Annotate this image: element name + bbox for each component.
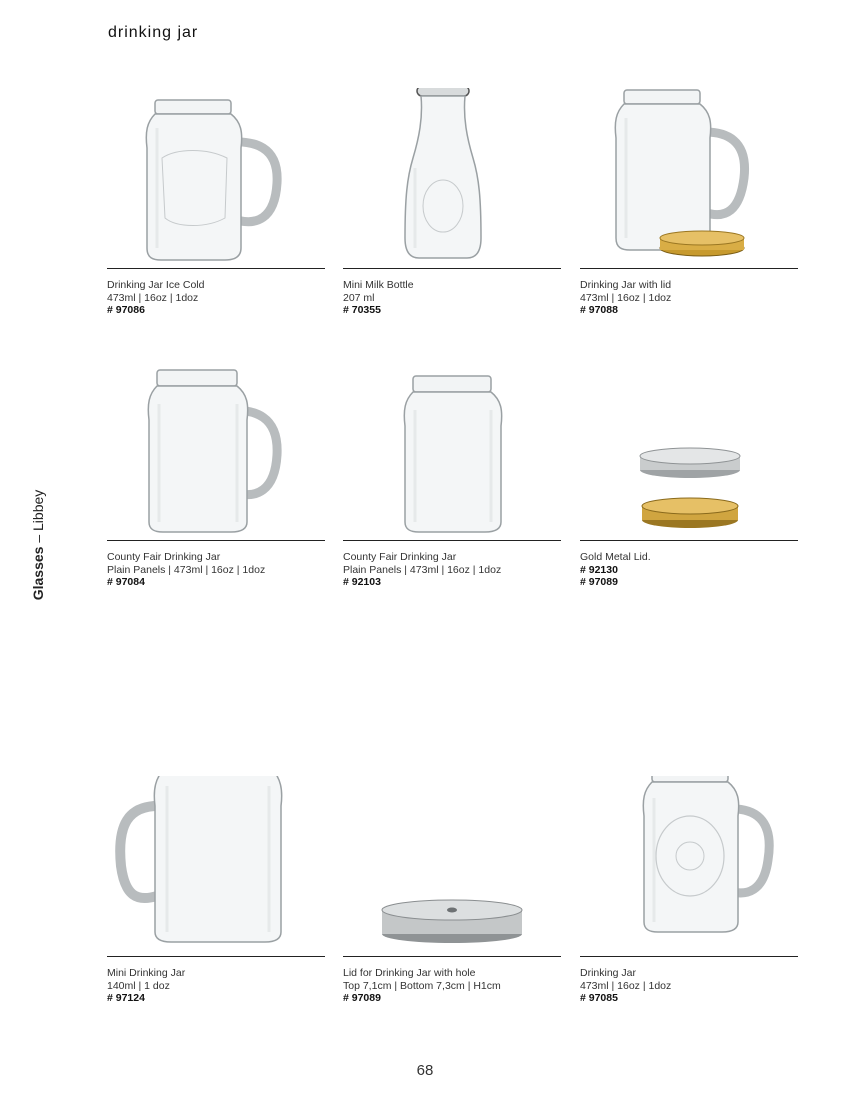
product-card[interactable] bbox=[107, 88, 325, 317]
product-name: Lid for Drinking Jar with hole bbox=[343, 967, 476, 979]
lid-with-hole-icon bbox=[343, 776, 561, 956]
mini-mason-mug-icon bbox=[107, 776, 325, 956]
page-title: drinking jar bbox=[108, 24, 199, 41]
product-card[interactable] bbox=[343, 88, 561, 317]
product-name: County Fair Drinking Jar bbox=[107, 551, 221, 563]
product-divider bbox=[107, 268, 325, 269]
product-card[interactable] bbox=[107, 360, 325, 589]
product-card[interactable] bbox=[343, 360, 561, 589]
product-spec: Top 7,1cm | Bottom 7,3cm | H1cm bbox=[343, 979, 501, 992]
product-divider bbox=[107, 956, 325, 957]
product-spec: 473ml | 16oz | 1doz bbox=[580, 291, 672, 304]
product-code: # 97088 bbox=[580, 304, 618, 316]
side-label bbox=[30, 490, 46, 601]
product-card[interactable] bbox=[343, 776, 561, 1005]
product-card[interactable] bbox=[580, 360, 798, 589]
side-label-bold: Glasses bbox=[30, 546, 46, 601]
product-details bbox=[343, 967, 561, 1005]
mason-mug-embossed-icon bbox=[107, 88, 325, 268]
product-divider bbox=[343, 540, 561, 541]
product-name: Drinking Jar Ice Cold bbox=[107, 279, 205, 291]
product-details bbox=[107, 967, 325, 1005]
product-details bbox=[580, 279, 798, 317]
county-fair-mug-icon bbox=[580, 776, 798, 956]
product-code: # 92103 bbox=[343, 576, 381, 588]
product-divider bbox=[343, 956, 561, 957]
milk-bottle-icon bbox=[343, 88, 561, 268]
product-name: Mini Milk Bottle bbox=[343, 279, 414, 291]
product-details bbox=[580, 551, 798, 589]
product-code: # 97089 bbox=[343, 992, 381, 1004]
product-code: # 97086 bbox=[107, 304, 145, 316]
product-divider bbox=[580, 540, 798, 541]
product-card[interactable] bbox=[580, 88, 798, 317]
product-code: # 92130 bbox=[580, 563, 618, 576]
product-details bbox=[343, 279, 561, 317]
product-code: # 97124 bbox=[107, 992, 145, 1004]
product-name: Gold Metal Lid. bbox=[580, 551, 651, 563]
product-spec: 140ml | 1 doz bbox=[107, 979, 170, 992]
side-label-brand: – Libbey bbox=[30, 489, 46, 547]
product-name: Drinking Jar with lid bbox=[580, 279, 672, 291]
product-details bbox=[580, 967, 798, 1005]
product-details bbox=[343, 551, 561, 589]
product-name: County Fair Drinking Jar bbox=[343, 551, 457, 563]
product-divider bbox=[580, 268, 798, 269]
product-name: Mini Drinking Jar bbox=[107, 967, 186, 979]
product-name: Drinking Jar bbox=[580, 967, 637, 979]
product-divider bbox=[107, 540, 325, 541]
product-code: # 97085 bbox=[580, 992, 618, 1004]
product-spec: Plain Panels | 473ml | 16oz | 1doz bbox=[343, 563, 502, 576]
product-details bbox=[107, 279, 325, 317]
page-number: 68 bbox=[416, 1062, 434, 1079]
product-code: # 97084 bbox=[107, 576, 145, 588]
product-divider bbox=[343, 268, 561, 269]
product-details bbox=[107, 551, 325, 589]
product-divider bbox=[580, 956, 798, 957]
product-spec: 473ml | 16oz | 1doz bbox=[580, 979, 672, 992]
product-spec: 207 ml bbox=[343, 291, 375, 304]
product-spec: Plain Panels | 473ml | 16oz | 1doz bbox=[107, 563, 266, 576]
product-code: # 70355 bbox=[343, 304, 381, 316]
product-spec: 473ml | 16oz | 1doz bbox=[107, 291, 199, 304]
product-card[interactable] bbox=[580, 776, 798, 1005]
product-card[interactable] bbox=[107, 776, 325, 1005]
mason-mug-icon bbox=[107, 360, 325, 540]
mason-jar-icon bbox=[343, 360, 561, 540]
metal-lids-icon bbox=[580, 360, 798, 540]
mason-mug-with-lid-icon bbox=[580, 88, 798, 268]
product-code: # 97089 bbox=[580, 576, 618, 588]
